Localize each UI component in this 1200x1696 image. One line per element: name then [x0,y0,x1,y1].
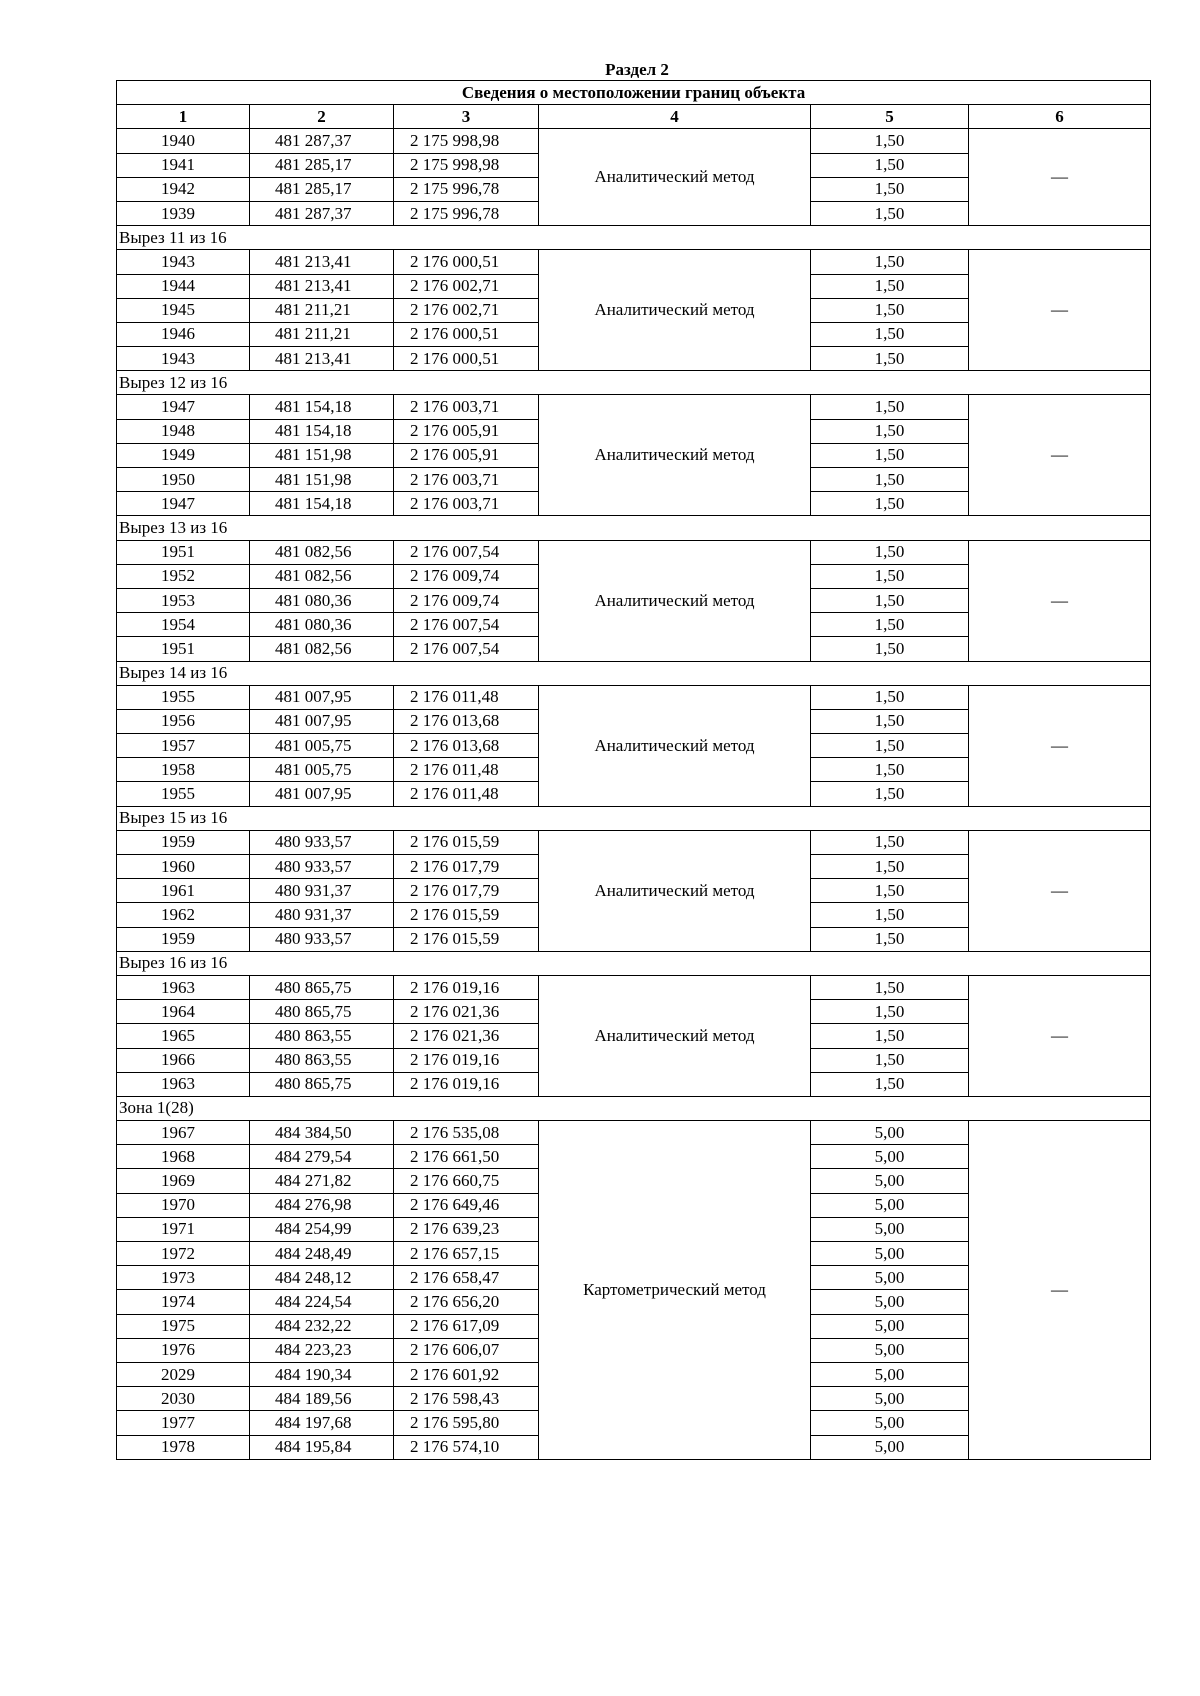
point-number-cell: 1957 [117,734,250,758]
accuracy-cell: 1,50 [811,1048,969,1072]
section-label: Зона 1(28) [117,1096,1151,1120]
accuracy-cell: 5,00 [811,1169,969,1193]
x-coordinate-cell: 480 933,57 [250,830,394,854]
x-coordinate-cell: 481 285,17 [250,177,394,201]
accuracy-cell: 1,50 [811,322,969,346]
point-number-cell: 2030 [117,1387,250,1411]
column-6-cell: — [969,1121,1151,1460]
x-coordinate-cell: 481 151,98 [250,443,394,467]
section-label: Вырез 11 из 16 [117,226,1151,250]
point-number-cell: 1945 [117,298,250,322]
y-coordinate-cell: 2 176 002,71 [394,274,539,298]
table-row [117,685,1151,709]
y-coordinate-cell: 2 176 017,79 [394,855,539,879]
column-6-cell: — [969,129,1151,226]
accuracy-cell: 1,50 [811,347,969,371]
x-coordinate-cell: 484 197,68 [250,1411,394,1435]
accuracy-cell: 1,50 [811,540,969,564]
boundary-table [116,80,1151,1460]
column-header: 6 [969,105,1151,129]
y-coordinate-cell: 2 176 007,54 [394,540,539,564]
section-label: Вырез 15 из 16 [117,806,1151,830]
accuracy-cell: 5,00 [811,1217,969,1241]
section-label: Вырез 13 из 16 [117,516,1151,540]
point-number-cell: 1976 [117,1338,250,1362]
accuracy-cell: 5,00 [811,1387,969,1411]
point-number-cell: 1969 [117,1169,250,1193]
x-coordinate-cell: 480 933,57 [250,927,394,951]
x-coordinate-cell: 480 863,55 [250,1048,394,1072]
x-coordinate-cell: 481 005,75 [250,758,394,782]
accuracy-cell: 1,50 [811,903,969,927]
point-number-cell: 1942 [117,177,250,201]
point-number-cell: 1963 [117,1072,250,1096]
accuracy-cell: 1,50 [811,1072,969,1096]
accuracy-cell: 1,50 [811,975,969,999]
table-row [117,540,1151,564]
section-label: Вырез 12 из 16 [117,371,1151,395]
x-coordinate-cell: 481 007,95 [250,709,394,733]
y-coordinate-cell: 2 175 998,98 [394,153,539,177]
accuracy-cell: 5,00 [811,1362,969,1386]
point-number-cell: 1950 [117,468,250,492]
accuracy-cell: 5,00 [811,1242,969,1266]
accuracy-cell: 1,50 [811,419,969,443]
x-coordinate-cell: 481 287,37 [250,129,394,153]
section-row [117,516,1151,540]
table-title: Сведения о местоположении границ объекта [117,81,1151,105]
x-coordinate-cell: 480 931,37 [250,879,394,903]
point-number-cell: 1959 [117,927,250,951]
section-label: Вырез 14 из 16 [117,661,1151,685]
point-number-cell: 1955 [117,782,250,806]
y-coordinate-cell: 2 176 657,15 [394,1242,539,1266]
accuracy-cell: 1,50 [811,1000,969,1024]
y-coordinate-cell: 2 176 000,51 [394,250,539,274]
x-coordinate-cell: 484 189,56 [250,1387,394,1411]
x-coordinate-cell: 480 865,75 [250,1072,394,1096]
section-title: Раздел 2 [605,60,669,79]
column-header: 4 [539,105,811,129]
point-number-cell: 1955 [117,685,250,709]
y-coordinate-cell: 2 176 009,74 [394,564,539,588]
accuracy-cell: 1,50 [811,468,969,492]
y-coordinate-cell: 2 176 007,54 [394,637,539,661]
point-number-cell: 1952 [117,564,250,588]
y-coordinate-cell: 2 176 000,51 [394,322,539,346]
point-number-cell: 1966 [117,1048,250,1072]
x-coordinate-cell: 481 213,41 [250,250,394,274]
y-coordinate-cell: 2 176 021,36 [394,1000,539,1024]
x-coordinate-cell: 484 254,99 [250,1217,394,1241]
section-row [117,371,1151,395]
x-coordinate-cell: 481 211,21 [250,322,394,346]
y-coordinate-cell: 2 176 601,92 [394,1362,539,1386]
y-coordinate-cell: 2 176 656,20 [394,1290,539,1314]
y-coordinate-cell: 2 176 019,16 [394,1048,539,1072]
x-coordinate-cell: 481 082,56 [250,540,394,564]
accuracy-cell: 1,50 [811,201,969,225]
accuracy-cell: 1,50 [811,492,969,516]
y-coordinate-cell: 2 176 021,36 [394,1024,539,1048]
x-coordinate-cell: 481 080,36 [250,588,394,612]
point-number-cell: 1947 [117,395,250,419]
x-coordinate-cell: 484 195,84 [250,1435,394,1459]
y-coordinate-cell: 2 176 011,48 [394,685,539,709]
accuracy-cell: 5,00 [811,1266,969,1290]
point-number-cell: 1940 [117,129,250,153]
x-coordinate-cell: 481 154,18 [250,492,394,516]
accuracy-cell: 1,50 [811,564,969,588]
column-header: 5 [811,105,969,129]
y-coordinate-cell: 2 176 007,54 [394,613,539,637]
table-row [117,395,1151,419]
x-coordinate-cell: 480 931,37 [250,903,394,927]
y-coordinate-cell: 2 176 660,75 [394,1169,539,1193]
accuracy-cell: 1,50 [811,927,969,951]
point-number-cell: 1964 [117,1000,250,1024]
point-number-cell: 1954 [117,613,250,637]
x-coordinate-cell: 484 384,50 [250,1121,394,1145]
table-row [117,975,1151,999]
x-coordinate-cell: 484 248,12 [250,1266,394,1290]
x-coordinate-cell: 484 276,98 [250,1193,394,1217]
y-coordinate-cell: 2 176 658,47 [394,1266,539,1290]
accuracy-cell: 5,00 [811,1145,969,1169]
point-number-cell: 1939 [117,201,250,225]
section-row [117,226,1151,250]
x-coordinate-cell: 481 005,75 [250,734,394,758]
y-coordinate-cell: 2 176 649,46 [394,1193,539,1217]
column-6-cell: — [969,250,1151,371]
y-coordinate-cell: 2 176 017,79 [394,879,539,903]
y-coordinate-cell: 2 175 998,98 [394,129,539,153]
point-number-cell: 1978 [117,1435,250,1459]
point-number-cell: 1953 [117,588,250,612]
point-number-cell: 1947 [117,492,250,516]
y-coordinate-cell: 2 176 535,08 [394,1121,539,1145]
point-number-cell: 2029 [117,1362,250,1386]
x-coordinate-cell: 481 287,37 [250,201,394,225]
accuracy-cell: 5,00 [811,1290,969,1314]
x-coordinate-cell: 481 213,41 [250,347,394,371]
y-coordinate-cell: 2 176 639,23 [394,1217,539,1241]
table-row [117,129,1151,153]
y-coordinate-cell: 2 176 013,68 [394,709,539,733]
x-coordinate-cell: 484 223,23 [250,1338,394,1362]
column-header: 1 [117,105,250,129]
point-number-cell: 1975 [117,1314,250,1338]
x-coordinate-cell: 480 933,57 [250,855,394,879]
accuracy-cell: 1,50 [811,734,969,758]
x-coordinate-cell: 481 213,41 [250,274,394,298]
y-coordinate-cell: 2 176 598,43 [394,1387,539,1411]
section-row [117,806,1151,830]
y-coordinate-cell: 2 176 011,48 [394,782,539,806]
y-coordinate-cell: 2 176 011,48 [394,758,539,782]
y-coordinate-cell: 2 175 996,78 [394,177,539,201]
point-number-cell: 1941 [117,153,250,177]
point-number-cell: 1974 [117,1290,250,1314]
point-number-cell: 1970 [117,1193,250,1217]
point-number-cell: 1967 [117,1121,250,1145]
y-coordinate-cell: 2 176 003,71 [394,468,539,492]
y-coordinate-cell: 2 176 595,80 [394,1411,539,1435]
accuracy-cell: 1,50 [811,758,969,782]
accuracy-cell: 1,50 [811,129,969,153]
y-coordinate-cell: 2 176 574,10 [394,1435,539,1459]
accuracy-cell: 1,50 [811,709,969,733]
x-coordinate-cell: 480 865,75 [250,975,394,999]
point-number-cell: 1958 [117,758,250,782]
accuracy-cell: 1,50 [811,250,969,274]
accuracy-cell: 1,50 [811,1024,969,1048]
accuracy-cell: 1,50 [811,613,969,637]
point-number-cell: 1943 [117,250,250,274]
y-coordinate-cell: 2 176 015,59 [394,830,539,854]
accuracy-cell: 1,50 [811,685,969,709]
accuracy-cell: 5,00 [811,1435,969,1459]
point-number-cell: 1951 [117,637,250,661]
point-number-cell: 1946 [117,322,250,346]
section-label: Вырез 16 из 16 [117,951,1151,975]
column-6-cell: — [969,395,1151,516]
accuracy-cell: 5,00 [811,1314,969,1338]
point-number-cell: 1949 [117,443,250,467]
point-number-cell: 1973 [117,1266,250,1290]
accuracy-cell: 1,50 [811,588,969,612]
accuracy-cell: 1,50 [811,153,969,177]
point-number-cell: 1948 [117,419,250,443]
x-coordinate-cell: 484 232,22 [250,1314,394,1338]
method-cell: Аналитический метод [539,685,811,806]
point-number-cell: 1959 [117,830,250,854]
column-header-row [117,105,1151,129]
x-coordinate-cell: 480 863,55 [250,1024,394,1048]
x-coordinate-cell: 481 082,56 [250,564,394,588]
x-coordinate-cell: 484 248,49 [250,1242,394,1266]
y-coordinate-cell: 2 176 019,16 [394,1072,539,1096]
accuracy-cell: 1,50 [811,879,969,903]
x-coordinate-cell: 481 082,56 [250,637,394,661]
x-coordinate-cell: 484 224,54 [250,1290,394,1314]
x-coordinate-cell: 480 865,75 [250,1000,394,1024]
x-coordinate-cell: 481 211,21 [250,298,394,322]
point-number-cell: 1977 [117,1411,250,1435]
accuracy-cell: 1,50 [811,298,969,322]
accuracy-cell: 1,50 [811,782,969,806]
method-cell: Картометрический метод [539,1121,811,1460]
accuracy-cell: 1,50 [811,830,969,854]
method-cell: Аналитический метод [539,395,811,516]
point-number-cell: 1962 [117,903,250,927]
y-coordinate-cell: 2 176 019,16 [394,975,539,999]
accuracy-cell: 1,50 [811,177,969,201]
accuracy-cell: 1,50 [811,443,969,467]
x-coordinate-cell: 484 279,54 [250,1145,394,1169]
point-number-cell: 1971 [117,1217,250,1241]
y-coordinate-cell: 2 176 009,74 [394,588,539,612]
x-coordinate-cell: 481 151,98 [250,468,394,492]
accuracy-cell: 5,00 [811,1411,969,1435]
method-cell: Аналитический метод [539,975,811,1096]
column-header: 3 [394,105,539,129]
point-number-cell: 1943 [117,347,250,371]
method-cell: Аналитический метод [539,250,811,371]
point-number-cell: 1956 [117,709,250,733]
y-coordinate-cell: 2 176 661,50 [394,1145,539,1169]
table-title-row [117,81,1151,105]
column-header: 2 [250,105,394,129]
x-coordinate-cell: 481 007,95 [250,782,394,806]
point-number-cell: 1972 [117,1242,250,1266]
table-row [117,1121,1151,1145]
accuracy-cell: 5,00 [811,1338,969,1362]
x-coordinate-cell: 481 154,18 [250,419,394,443]
point-number-cell: 1968 [117,1145,250,1169]
y-coordinate-cell: 2 176 000,51 [394,347,539,371]
x-coordinate-cell: 481 007,95 [250,685,394,709]
method-cell: Аналитический метод [539,830,811,951]
accuracy-cell: 5,00 [811,1193,969,1217]
x-coordinate-cell: 484 271,82 [250,1169,394,1193]
point-number-cell: 1944 [117,274,250,298]
accuracy-cell: 1,50 [811,395,969,419]
method-cell: Аналитический метод [539,129,811,226]
y-coordinate-cell: 2 176 617,09 [394,1314,539,1338]
column-6-cell: — [969,975,1151,1096]
y-coordinate-cell: 2 176 005,91 [394,443,539,467]
y-coordinate-cell: 2 176 002,71 [394,298,539,322]
accuracy-cell: 1,50 [811,274,969,298]
section-row [117,951,1151,975]
y-coordinate-cell: 2 176 606,07 [394,1338,539,1362]
accuracy-cell: 1,50 [811,855,969,879]
y-coordinate-cell: 2 176 015,59 [394,927,539,951]
y-coordinate-cell: 2 175 996,78 [394,201,539,225]
x-coordinate-cell: 484 190,34 [250,1362,394,1386]
point-number-cell: 1963 [117,975,250,999]
column-6-cell: — [969,685,1151,806]
point-number-cell: 1961 [117,879,250,903]
x-coordinate-cell: 481 154,18 [250,395,394,419]
method-cell: Аналитический метод [539,540,811,661]
column-6-cell: — [969,830,1151,951]
point-number-cell: 1951 [117,540,250,564]
section-row [117,1096,1151,1120]
accuracy-cell: 1,50 [811,637,969,661]
table-row [117,250,1151,274]
y-coordinate-cell: 2 176 015,59 [394,903,539,927]
column-6-cell: — [969,540,1151,661]
y-coordinate-cell: 2 176 003,71 [394,492,539,516]
y-coordinate-cell: 2 176 003,71 [394,395,539,419]
point-number-cell: 1965 [117,1024,250,1048]
x-coordinate-cell: 481 080,36 [250,613,394,637]
accuracy-cell: 5,00 [811,1121,969,1145]
y-coordinate-cell: 2 176 005,91 [394,419,539,443]
x-coordinate-cell: 481 285,17 [250,153,394,177]
y-coordinate-cell: 2 176 013,68 [394,734,539,758]
section-row [117,661,1151,685]
point-number-cell: 1960 [117,855,250,879]
table-row [117,830,1151,854]
